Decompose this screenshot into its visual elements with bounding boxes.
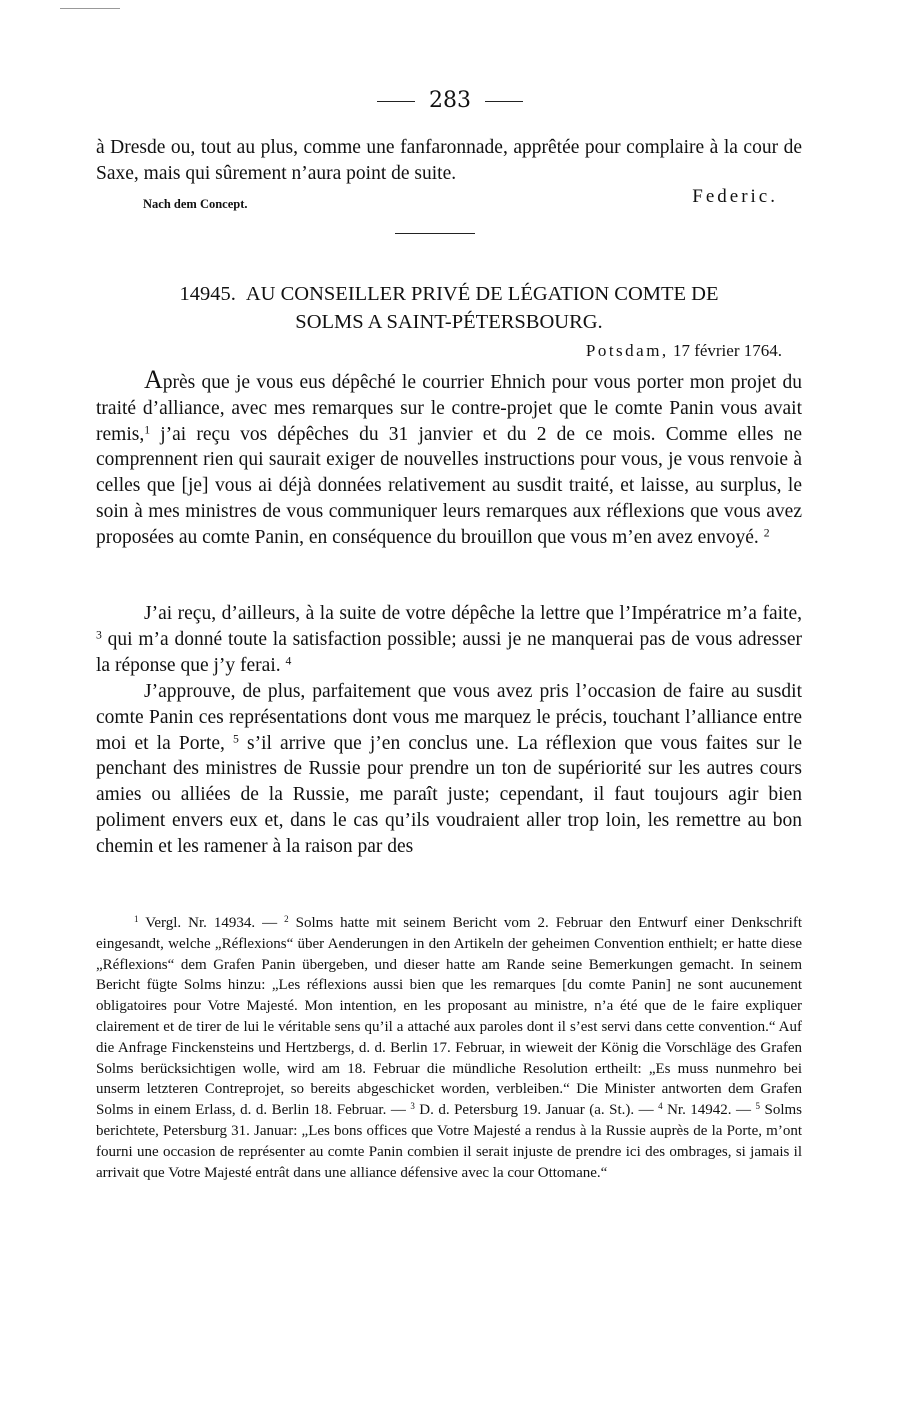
dateline-date: 17 février 1764.	[672, 341, 782, 360]
signature: Federic.	[692, 186, 778, 207]
footnote-ref: 1	[144, 423, 151, 437]
letter-paragraph-2	[96, 601, 802, 678]
letter-heading	[96, 280, 802, 336]
letter-number: 14945.	[179, 283, 236, 305]
footnotes	[96, 913, 802, 1183]
footnote-mark: 5	[755, 1101, 761, 1112]
page-number-dash-left	[377, 101, 415, 102]
dateline-place: Potsdam,	[585, 341, 669, 360]
footnote-text: Nr. 14942. —	[662, 1102, 756, 1119]
footnote-ref: 3	[96, 628, 102, 642]
continued-paragraph: à Dresde ou, tout au plus, comme une fanfaronnade, apprêtée pour complaire à la cour de Saxe, mais qui sûrement n’aura point de suite.	[96, 137, 802, 184]
paragraph-text: qui m’a donné toute la satisfaction possible; aussi je ne manquerai pas de vous adresser la réponse que j’y ferai.	[96, 628, 802, 676]
paragraph-text: J’ai reçu, d’ailleurs, à la suite de votre dépêche la lettre que l’Impératrice m’a faite,	[144, 603, 802, 624]
section-divider	[395, 233, 475, 234]
dateline	[586, 341, 782, 361]
letter-paragraph-1	[96, 367, 802, 551]
footnote-block	[96, 913, 802, 1183]
footnote-ref: 2	[763, 526, 770, 540]
footnote-mark: 3	[410, 1101, 415, 1112]
source-note: Nach dem Concept.	[143, 197, 248, 211]
heading-line-1: AU CONSEILLER PRIVÉ DE LÉGATION COMTE DE	[245, 283, 719, 305]
footnote-text: Solms berichtete, Petersburg 31. Januar: „Les bons offices que Votre Majesté a rendus à la Russie auprès de la Porte, m’ont fourni une occasion de représenter au comte Panin combien il serait injuste de prendre ici des ombrages, si jamais il arrivait que Votre Majesté entrât dans une alliance défensive avec la cour Ottomane.“	[96, 1102, 803, 1181]
scan-artifact-line	[60, 8, 120, 9]
paragraph-text: j’ai reçu vos dépêches du 31 janvier et du 2 de ce mois. Comme elles ne comprennent rien qui saurait exiger de nouvelles instructions pour vous, je vous renvoie à celles que [je] vous ai déjà données relativement au susdit traité, et laisse, au surplus, le soin à mes ministres de vous communiquer leurs remarques aux réflexions que vous avez proposées au comte Panin, en conséquence du brouillon que vous m’en avez envoyé.	[96, 423, 802, 548]
letter-paragraph-3	[96, 679, 802, 860]
footnote-ref: 5	[233, 732, 239, 746]
footnote-ref: 4	[285, 654, 292, 668]
paragraph-text: s’il arrive que j’en conclus une. La réflexion que vous faites sur le penchant des ministres de Russie pour prendre un ton de supériorité sur les autres cours amies ou alliées de la Russie, me paraît juste; cependant, il faut toujours agir bien poliment envers eux et, dans le cas qu’ils voudraient aller trop loin, les remettre au bon chemin et les ramener à la raison par des	[96, 732, 802, 857]
heading-line-2: SOLMS A SAINT-PÉTERSBOURG.	[295, 311, 603, 333]
footnote-text: Solms hatte mit seinem Bericht vom 2. Februar den Entwurf einer Denkschrift eingesandt, welche „Réflexions“ über Aenderungen in den Artikeln der geheimen Convention enthielt; er hatte diese „Réflexions“ dem Grafen Panin übergeben, und dieser hatte am Rande seine Bemerkungen gemacht. In seinem Bericht fügte Solms hinzu: „Les réflexions aussi bien que les remarques [du comte Panin] ne sont aucunement obligatoires pour Votre Majesté. Mon intention, en les proposant au ministre, n’a été que de le faire expliquer clairement et de tirer de lui le véritable sens qu’il a attaché aux paroles dont il s’est servi dans cette convention.“ Auf die Anfrage Finckensteins und Hertzbergs, d. d. Berlin 17. Februar, in wieweit der König die Vorschläge des Grafen Solms berücksichtigen wolle, wird am 18. Februar die mündliche Resolution ertheilt: „Es muss nunmehro bei unserm letzteren Contreprojet, so bereits abgeschicket worden, verbleiben.“ Die Minister antworten dem Grafen Solms in einem Erlass, d. d. Berlin 18. Februar. —	[96, 915, 802, 1119]
footnote-mark: 4	[658, 1101, 663, 1112]
initial-letter: A	[144, 365, 163, 394]
footnote-mark: 1	[134, 914, 139, 925]
footnote-text: D. d. Petersburg 19. Januar (a. St.). —	[414, 1102, 659, 1119]
page-number-dash-right	[485, 101, 523, 102]
footnote-text: Vergl. Nr. 14934. —	[138, 915, 285, 931]
page-number	[0, 88, 900, 113]
page-number-text: 283	[429, 88, 471, 113]
paragraph-text: près que je vous eus dépêché le courrier Ehnich pour vous porter mon projet du traité d’alliance, avec mes remarques sur le contre-projet que le comte Panin vous avait remis,	[96, 372, 802, 445]
footnote-mark: 2	[284, 914, 289, 925]
paragraph-text: J’approuve, de plus, parfaitement que vous avez pris l’occasion de faire au susdit comte Panin ces représentations dont vous me marquez le précis, touchant l’alliance entre moi et la Porte,	[96, 681, 802, 754]
